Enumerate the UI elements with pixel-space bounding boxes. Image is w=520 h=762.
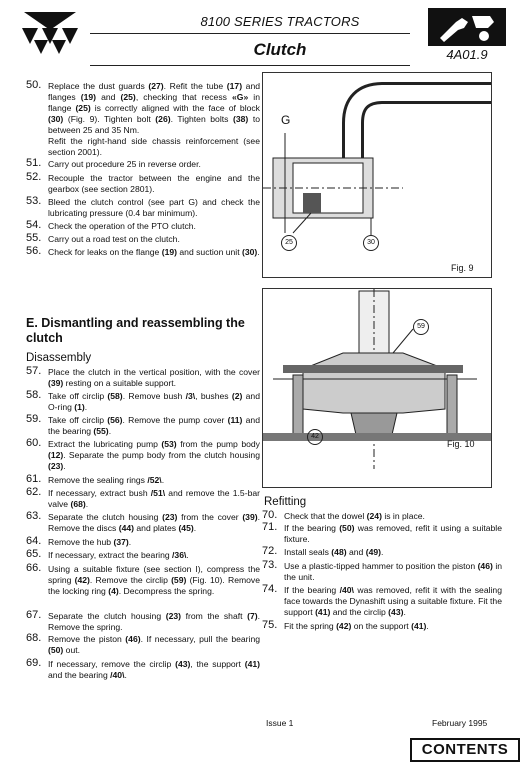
step-text: Separate the clutch housing (23) from the shaft (7). Remove the spring. — [48, 611, 260, 632]
step-number: 58. — [26, 389, 42, 401]
step-number: 59. — [26, 413, 42, 425]
step-number: 75. — [262, 619, 278, 631]
series-title: 8100 SERIES TRACTORS — [200, 14, 360, 29]
step-number: 57. — [26, 365, 42, 377]
section-code: 4A01.9 — [446, 47, 488, 62]
step-text: Remove the sealing rings /52\. — [48, 475, 165, 485]
step-text: Replace the dust guards (27). Refit the tube (17) and flanges (19) and (25), checking that recess «G» in flange (25) is correctly aligned with the face of block (30) (Fig. 9). Tighten bolt (26). Tighten bolts (38) to between 25 and 35 Nm. Refit the right-hand side chassis reinforcement (see section 2001). — [48, 81, 261, 157]
step-number: 56. — [26, 245, 42, 257]
disassembly-heading: Disassembly — [26, 352, 92, 364]
step-number: 66. — [26, 562, 42, 574]
section-heading: E. Dismantling and reassembling the clutch — [26, 316, 245, 345]
step-number: 65. — [26, 548, 42, 560]
page-title: Clutch — [253, 40, 307, 59]
step-text: If the bearing (50) was removed, refit it using a suitable fixture. — [284, 523, 502, 544]
step-number: 61. — [26, 473, 42, 485]
step-text: Take off circlip (58). Remove bush /3\, bushes (2) and O-ring (1). — [48, 391, 260, 412]
step-text: Extract the lubricating pump (53) from the pump body (12). Separate the pump body from the clutch housing (23). — [48, 439, 260, 471]
figure-9 — [262, 72, 492, 278]
fig9-callout-30: 30 — [363, 235, 379, 251]
fig10-drawing — [263, 289, 491, 487]
step-number: 67. — [26, 609, 42, 621]
step-number: 54. — [26, 219, 42, 231]
step-text: Install seals (48) and (49). — [284, 547, 384, 557]
header-rule — [90, 33, 410, 34]
brand-logo — [20, 10, 80, 56]
step-text: Use a plastic-tipped hammer to position the piston (46) in the unit. — [284, 561, 503, 582]
step-number: 51. — [26, 157, 42, 169]
step-text: Fit the spring (42) on the support (41). — [284, 621, 429, 631]
step-text: If necessary, remove the circlip (43), the support (41) and the bearing /40\. — [48, 659, 260, 680]
step-number: 74. — [262, 583, 278, 595]
fig10-callout-59: 59 — [413, 319, 429, 335]
header-rule-bottom — [90, 65, 410, 66]
step-text: Separate the clutch housing (23) from the cover (39). Remove the discs (44) and plates (45). — [48, 512, 260, 533]
step-number: 55. — [26, 232, 42, 244]
step-text: Carry out procedure 25 in reverse order. — [48, 159, 201, 169]
step-number: 50. — [26, 79, 42, 91]
step-text: Check the operation of the PTO clutch. — [48, 221, 196, 231]
workshop-icon — [428, 8, 506, 46]
step-number: 70. — [262, 509, 278, 521]
fig9-label-g: G — [281, 113, 291, 127]
step-number: 68. — [26, 632, 42, 644]
step-number: 73. — [262, 559, 278, 571]
step-number: 71. — [262, 521, 278, 533]
step-text: If the bearing /40\ was removed, refit it with the sealing face towards the Dynashift using a suitable fixture. Fit the support (41) and the circlip (43). — [284, 585, 502, 617]
figure-10 — [262, 288, 492, 488]
step-text: Place the clutch in the vertical position, with the cover (39) resting on a suitable support. — [48, 367, 260, 388]
step-text: Bleed the clutch control (see part G) and check the lubricating pressure (0.4 bar minimum). — [48, 197, 260, 218]
step-number: 53. — [26, 195, 42, 207]
step-number: 60. — [26, 437, 42, 449]
step-number: 72. — [262, 545, 278, 557]
step-number: 64. — [26, 535, 42, 547]
step-number: 52. — [26, 171, 42, 183]
step-text: Check that the dowel (24) is in place. — [284, 511, 425, 521]
step-number: 63. — [26, 510, 42, 522]
step-text: If necessary, extract the bearing /36\. — [48, 550, 189, 560]
fig9-caption: Fig. 9 — [451, 263, 474, 273]
refitting-heading: Refitting — [264, 496, 307, 508]
footer-issue: Issue 1 — [266, 718, 294, 728]
step-number: 62. — [26, 486, 42, 498]
step-text: If necessary, extract bush /51\ and remove the 1.5-bar valve (68). — [48, 488, 260, 509]
footer-date: February 1995 — [432, 718, 488, 728]
step-number: 69. — [26, 657, 42, 669]
step-text: Recouple the tractor between the engine and the gearbox (see section 2801). — [48, 173, 260, 194]
step-text: Take off circlip (56). Remove the pump cover (11) and the bearing (55). — [48, 415, 260, 436]
step-text: Remove the hub (37). — [48, 537, 132, 547]
step-text: Remove the piston (46). If necessary, pull the bearing (50) out. — [48, 634, 261, 655]
fig10-callout-42: 42 — [307, 429, 323, 445]
contents-button[interactable]: CONTENTS — [410, 738, 520, 762]
fig9-callout-25: 25 — [281, 235, 297, 251]
step-text: Carry out a road test on the clutch. — [48, 234, 180, 244]
step-text: Using a suitable fixture (see section I), compress the spring (42). Remove the circlip (59) (Fig. 10). Remove the locking ring (4). Decompress the spring. — [48, 564, 260, 596]
step-text: Check for leaks on the flange (19) and suction unit (30). — [48, 247, 260, 257]
fig10-caption: Fig. 10 — [447, 439, 475, 449]
